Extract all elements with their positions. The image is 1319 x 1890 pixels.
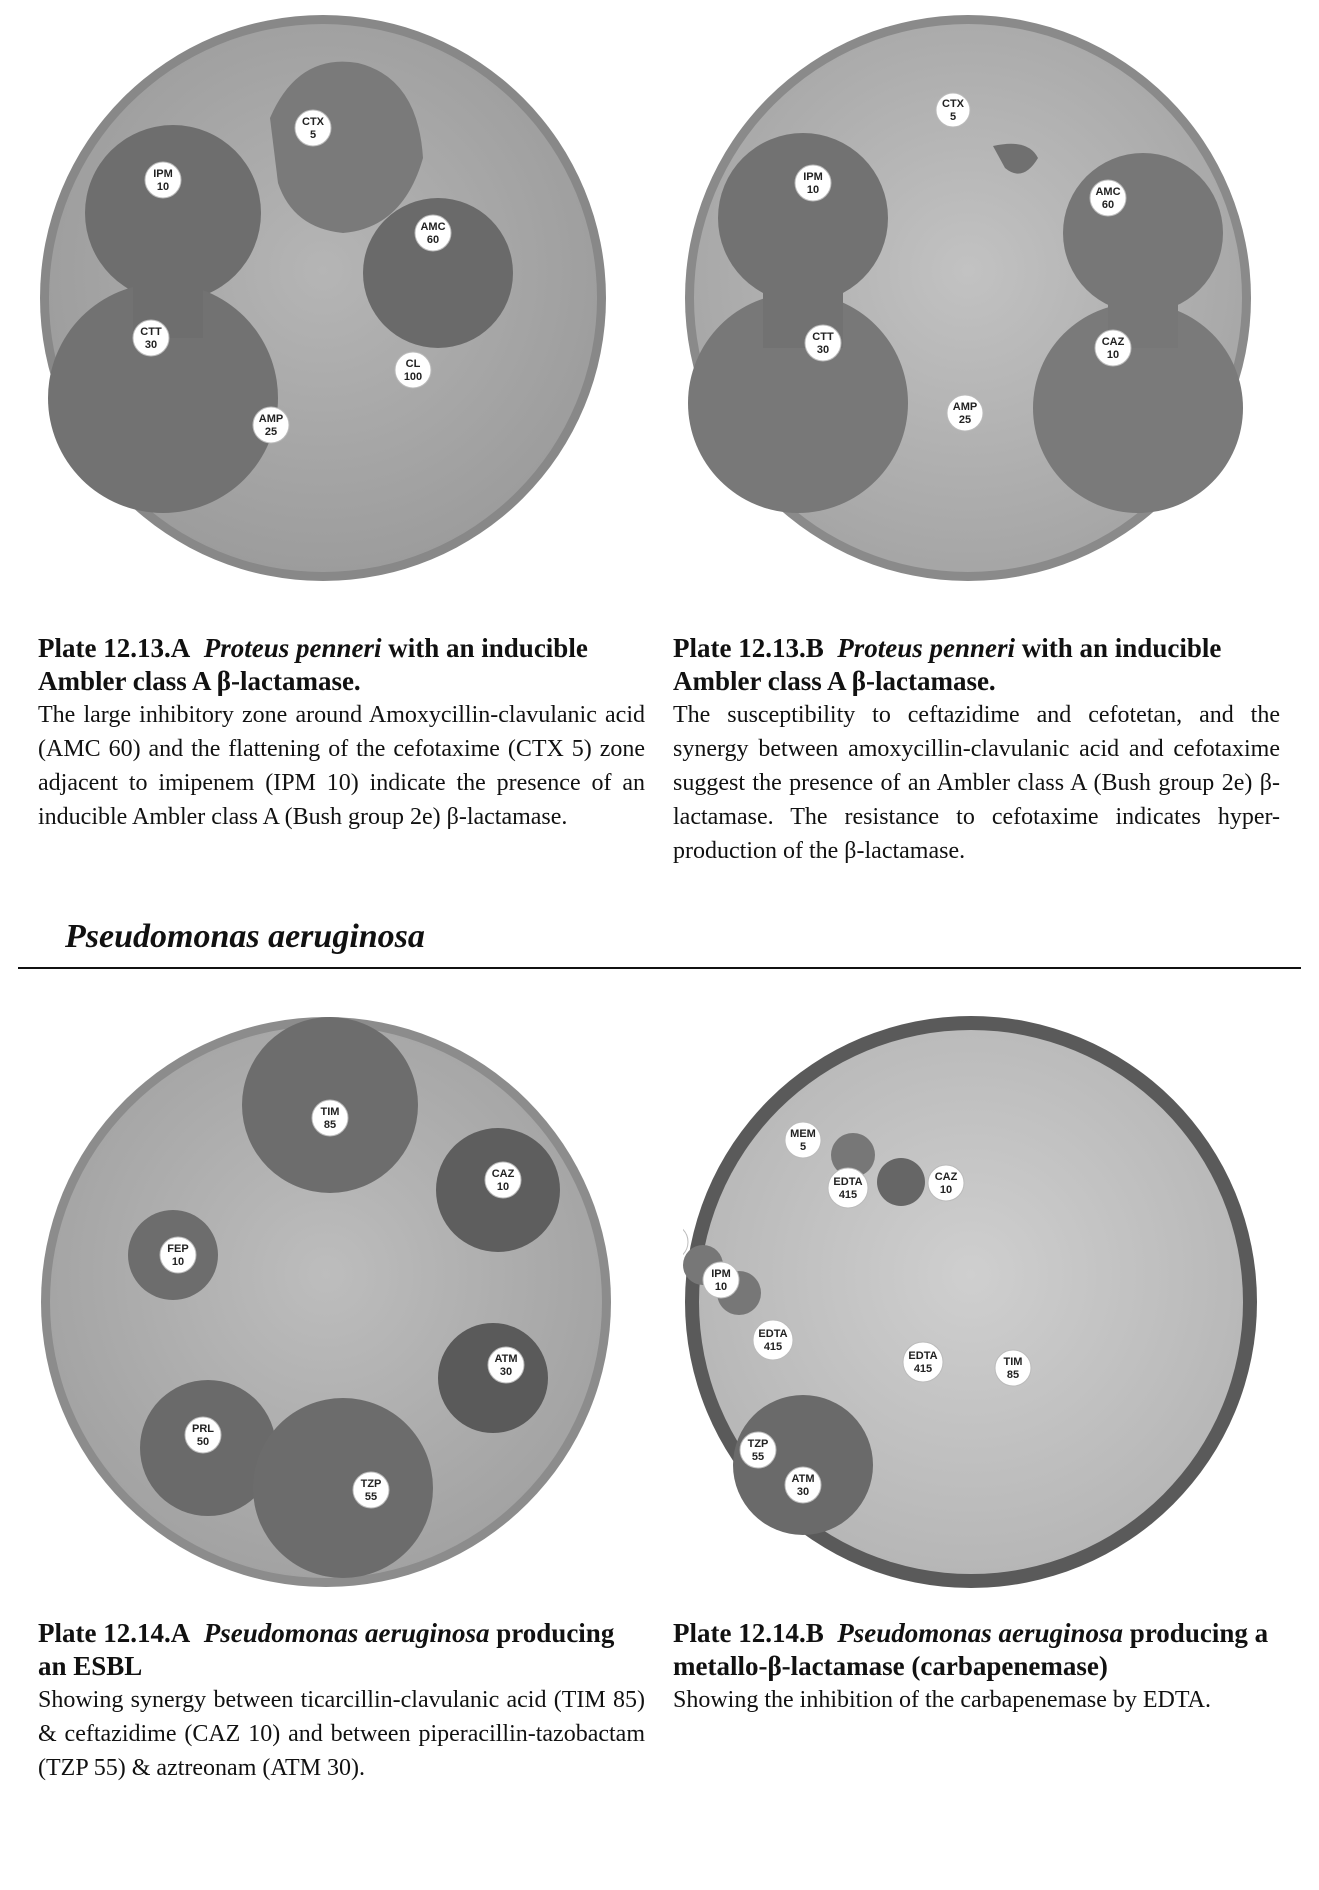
svg-text:10: 10 (714, 1281, 728, 1293)
disc (753, 1320, 793, 1360)
disc (485, 1162, 521, 1198)
svg-text:TZP: TZP (360, 1478, 382, 1490)
svg-text:10: 10 (806, 184, 820, 196)
svg-text:CAZ: CAZ (934, 1171, 958, 1183)
caption-body: Showing the inhibition of the carbapenemase by EDTA. (673, 1687, 1211, 1713)
caption-12-14-a (38, 1617, 645, 1785)
svg-text:5: 5 (309, 129, 317, 141)
svg-text:EDTA: EDTA (833, 1176, 863, 1188)
svg-text:60: 60 (426, 234, 440, 246)
svg-text:AMP: AMP (258, 413, 284, 425)
svg-text:ATM: ATM (791, 1473, 815, 1485)
svg-text:CAZ: CAZ (491, 1168, 515, 1180)
disc (160, 1237, 196, 1273)
caption-title: Plate 12.13.B Proteus penneri with an inducible Ambler class A β-lactamase. (673, 633, 1222, 696)
divider (18, 967, 1301, 969)
svg-text:10: 10 (171, 1256, 185, 1268)
svg-text:AMP: AMP (952, 401, 978, 413)
svg-text:FEP: FEP (167, 1243, 189, 1255)
disc (1090, 180, 1126, 216)
svg-text:10: 10 (1106, 349, 1120, 361)
svg-text:50: 50 (196, 1436, 210, 1448)
svg-text:415: 415 (913, 1363, 933, 1375)
svg-text:25: 25 (264, 426, 278, 438)
svg-text:415: 415 (838, 1189, 858, 1201)
disc (295, 110, 331, 146)
disc (185, 1417, 221, 1453)
svg-text:30: 30 (144, 339, 158, 351)
svg-text:30: 30 (796, 1486, 810, 1498)
svg-text:MEM: MEM (790, 1128, 816, 1140)
disc (795, 165, 831, 201)
caption-body: The large inhibitory zone around Amoxycillin-clavulanic acid (AMC 60) and the flattening of the cefotaxime (CTX 5) zone adjacent to imipenem (IPM 10) indicate the presence of an inducible Ambler class A (Bush group 2e) β-lactamase. (38, 702, 645, 830)
disc (133, 320, 169, 356)
svg-text:TIM: TIM (320, 1106, 340, 1118)
disc (353, 1472, 389, 1508)
svg-text:CTT: CTT (140, 326, 162, 338)
svg-text:CTX: CTX (302, 116, 324, 128)
svg-text:415: 415 (763, 1341, 783, 1353)
svg-text:5: 5 (799, 1141, 807, 1153)
svg-text:EDTA: EDTA (908, 1350, 938, 1362)
caption-body: The susceptibility to ceftazidime and cefotetan, and the synergy between amoxycillin-clavulanic acid and cefotaxime suggest the presence of an Ambler class A (Bush group 2e) β-lactamase. The resistance to cefotaxime indicates hyper-production of the β-lactamase. (673, 702, 1280, 864)
svg-text:TZP: TZP (747, 1438, 769, 1450)
caption-title: Plate 12.13.A Proteus penneri with an inducible Ambler class A β-lactamase. (38, 633, 588, 696)
disc (936, 93, 970, 127)
disc (145, 162, 181, 198)
svg-text:85: 85 (1006, 1369, 1020, 1381)
section-heading: Pseudomonas aeruginosa (65, 918, 425, 955)
svg-text:30: 30 (499, 1366, 513, 1378)
svg-text:EDTA: EDTA (758, 1328, 788, 1340)
svg-text:CTX: CTX (942, 98, 964, 110)
caption-body: Showing synergy between ticarcillin-clavulanic acid (TIM 85) & ceftazidime (CAZ 10) and between piperacillin-tazobactam (TZP 55) & aztreonam (ATM 30). (38, 1687, 645, 1781)
svg-text:85: 85 (323, 1119, 337, 1131)
svg-text:CTT: CTT (812, 331, 834, 343)
svg-text:TIM: TIM (1003, 1356, 1023, 1368)
svg-text:10: 10 (156, 181, 170, 193)
disc (947, 395, 983, 431)
caption-title: Plate 12.14.A Pseudomonas aeruginosa producing an ESBL (38, 1618, 615, 1681)
svg-text:PRL: PRL (192, 1423, 214, 1435)
svg-text:AMC: AMC (1095, 186, 1121, 198)
svg-text:IPM: IPM (153, 168, 173, 180)
plate-12-13-a-image (38, 8, 608, 588)
svg-text:10: 10 (939, 1184, 953, 1196)
caption-12-13-a (38, 632, 645, 834)
disc (312, 1100, 348, 1136)
svg-text:55: 55 (364, 1491, 378, 1503)
svg-text:CAZ: CAZ (1101, 336, 1125, 348)
disc (415, 215, 451, 251)
disc (995, 1350, 1031, 1386)
disc (253, 407, 289, 443)
svg-text:10: 10 (496, 1181, 510, 1193)
svg-text:60: 60 (1101, 199, 1115, 211)
svg-text:30: 30 (816, 344, 830, 356)
svg-text:ATM: ATM (494, 1353, 518, 1365)
svg-text:IPM: IPM (711, 1268, 731, 1280)
svg-text:55: 55 (751, 1451, 765, 1463)
caption-12-14-b (673, 1617, 1280, 1717)
disc (395, 352, 431, 388)
disc (740, 1432, 776, 1468)
caption-title: Plate 12.14.B Pseudomonas aeruginosa producing a metallo-β-lactamase (carbapenemase) (673, 1618, 1269, 1681)
caption-12-13-b (673, 632, 1280, 868)
disc (805, 325, 841, 361)
plate-12-14-b-discs (683, 1010, 1258, 1595)
disc (903, 1342, 943, 1382)
svg-text:100: 100 (403, 371, 423, 383)
zone-tzp (253, 1398, 433, 1578)
svg-text:CL: CL (405, 358, 421, 370)
plate-12-14-a-image (38, 1010, 613, 1595)
plate-12-13-b-image (683, 8, 1253, 588)
svg-text:25: 25 (958, 414, 972, 426)
svg-text:5: 5 (949, 111, 957, 123)
disc (785, 1467, 821, 1503)
disc (488, 1347, 524, 1383)
svg-text:AMC: AMC (420, 221, 446, 233)
svg-text:IPM: IPM (803, 171, 823, 183)
disc (1095, 330, 1131, 366)
disc (703, 1262, 739, 1298)
